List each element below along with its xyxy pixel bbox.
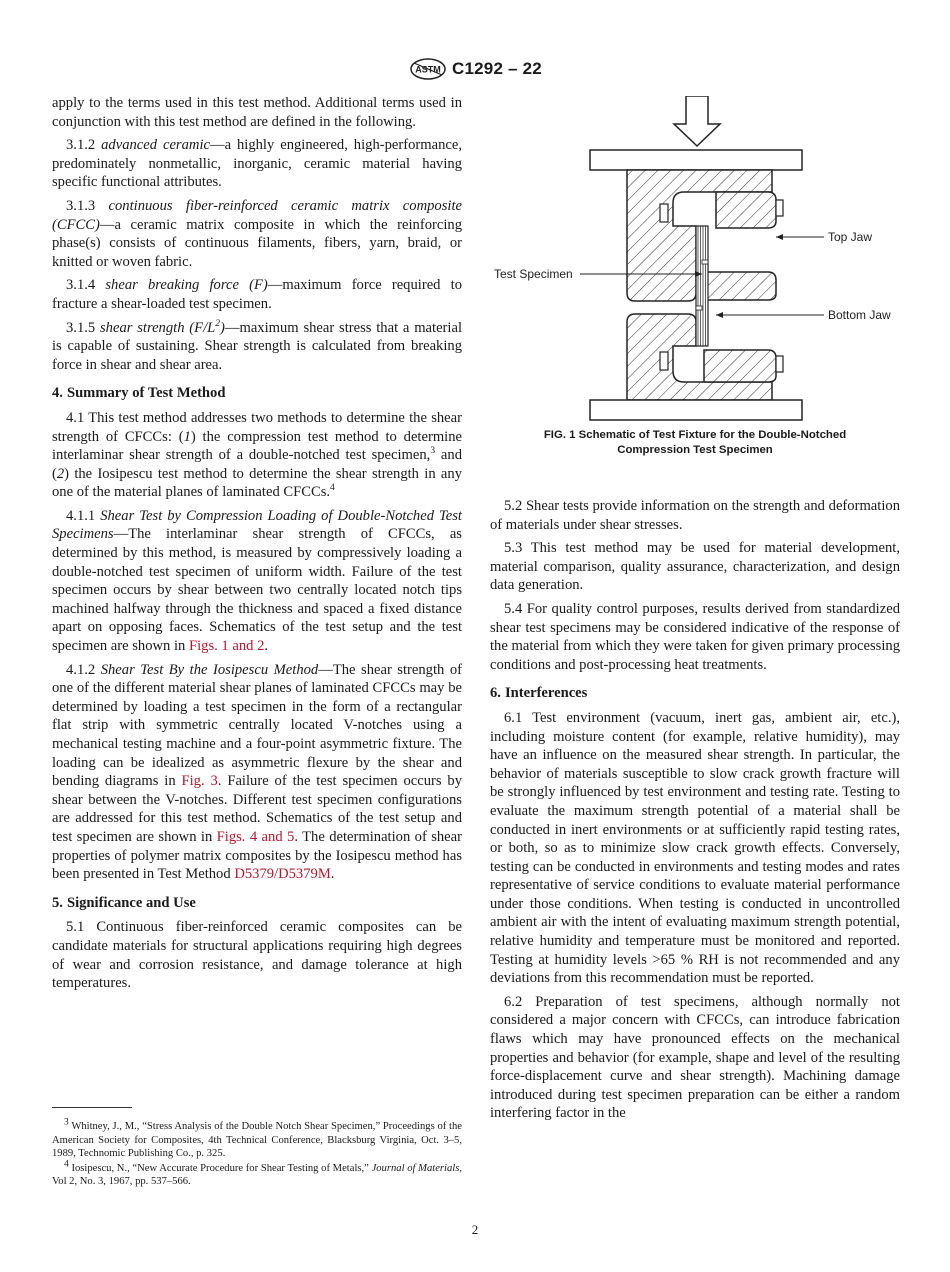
footnotes bbox=[52, 1107, 462, 1190]
link-d5379[interactable]: D5379/D5379M bbox=[234, 866, 331, 883]
paragraph-5-4: 5.4 For quality control purposes, results derived from standardized shear test specimens may be considered indicative of the response of the material from which they were taken for given primary processing conditions and post-processing heat treatments. bbox=[490, 600, 900, 673]
paragraph-4-1: 4.1 This test method addresses two methods to determine the shear strength of CFCCs: (1) the compression test method to determine interlaminar shear strength of a double-notched test specimen,$^3$ and (2) the Iosipescu test method to determine the shear strength in any one of the material planes of laminated CFCCs.$^4$ bbox=[52, 409, 462, 501]
section-heading-6: 6. Interferences bbox=[490, 685, 588, 702]
screw-top-right bbox=[776, 200, 783, 216]
standard-designation: C1292 – 22 bbox=[452, 59, 542, 78]
link-figs-1-2[interactable]: Figs. 1 and 2 bbox=[188, 638, 265, 655]
test-specimen bbox=[696, 226, 708, 346]
paragraph-intro: apply to the terms used in this test method. Additional terms used in conjunction with this test method are defined in the following. bbox=[52, 95, 462, 130]
label-bottom-jaw: Bottom Jaw bbox=[828, 308, 891, 322]
definition-3-1-2: 3.1.2 advanced ceramic—a highly engineered, high-performance, predominately nonmetallic, inorganic, ceramic material having specific functional attributes. bbox=[52, 137, 462, 191]
label-test-specimen: Test Specimen bbox=[494, 267, 573, 281]
bottom-jaw-clamp-lower bbox=[704, 350, 776, 382]
paragraph-5-1: 5.1 Continuous fiber-reinforced ceramic composites can be candidate materials for structural applications requiring high degrees of wear and corrosion resistance, and damage tolerance at high temperatures. bbox=[52, 919, 462, 992]
definition-3-1-4: 3.1.4 shear breaking force (F)—maximum force required to fracture a shear-loaded test specimen. bbox=[52, 277, 462, 312]
specimen-notch-bottom bbox=[696, 306, 702, 310]
screw-bottom-right bbox=[776, 356, 783, 372]
leader-bottom-jaw-arrow-icon bbox=[716, 312, 723, 318]
bottom-platen bbox=[590, 400, 802, 420]
paragraph-5-3: 5.3 This test method may be used for material development, material comparison, quality assurance, characterization, and design data generation. bbox=[490, 540, 900, 594]
screw-bottom-left bbox=[660, 352, 668, 370]
figure-1-caption: FIG. 1 Schematic of Test Fixture for the Double-Notched Compression Test Specimen bbox=[543, 429, 847, 456]
left-column bbox=[52, 94, 462, 998]
footnote-3: $^3$ Whitney, J., M., “Stress Analysis of the Double Notch Shear Specimen,” Proceedings of the American Society for Composites, 4th Technical Conference, Blacksburg Virginia, Oct. 3–5, 1989, Technomic Publishing Co., p. 325. bbox=[52, 1117, 462, 1160]
paragraph-4-1-1: 4.1.1 Shear Test by Compression Loading of Double-Notched Test Specimens—The interlaminar shear strength of CFCCs, as determined by this method, is measured by compressively loading a double-notched test specimen of uniform width. Failure of the test specimen occurs by shear between two centrally located notch tips machined halfway through the thickness and spaced a fixed distance apart on opposing faces. Schematics of the test setup and the test specimen are shown in Figs. 1 and 2. bbox=[52, 507, 462, 655]
label-top-jaw: Top Jaw bbox=[828, 230, 873, 244]
page-header bbox=[0, 58, 950, 80]
paragraph-6-2: 6.2 Preparation of test specimens, although normally not considered a major concern with CFCCs, can introduce fabrication flaws which may have pronounced effects on the mechanical properties and behavior (for example, shape and level of the resulting force-displacement curve and shear strength). Machining damage introduced during test specimen preparation can be either a random interfering factor in the bbox=[490, 993, 900, 1122]
definition-3-1-3: 3.1.3 continuous fiber-reinforced ceramic matrix composite (CFCC)—a ceramic matrix composite in which the reinforcing phase(s) consists of continuous filaments, fibers, yarn, braid, or knitted or woven fabric. bbox=[52, 197, 462, 270]
footnote-ref-4: 4 bbox=[330, 483, 335, 494]
paragraph-4-1-2: 4.1.2 Shear Test By the Iosipescu Method—The shear strength of one of the different material shear planes of laminated CFCCs may be determined by loading a test specimen in the form of a rectangular flat strip with symmetric centrally located V-notches using a mechanical testing machine and a four-point asymmetric fixture. The loading can be idealized as asymmetric flexure by the shear and bending diagrams in Fig. 3. Failure of the test specimen occurs by shear between the V-notches. Different test specimen configurations are addressed for this test method. Schematics of the test setup and test specimen are shown in Figs. 4 and 5. The determination of shear properties of polymer matrix composites by the Iosipescu method has been presented in Test Method D5379/D5379M. bbox=[52, 661, 463, 883]
logo-text: ASTM bbox=[415, 64, 441, 75]
top-jaw-clamp bbox=[716, 192, 776, 228]
paragraph-6-1: 6.1 Test environment (vacuum, inert gas, ambient air, etc.), including moisture content (for example, relative humidity), may have an influence on the measured shear strength. In particular, the behavior of materials susceptible to slow crack growth fracture will be strongly influenced by test environment and testing rate. Testing to evaluate the maximum strength potential of a material shall be conducted in inert environments or at sufficiently rapid testing rates, or both, so as to minimize slow crack growth effects. Conversely, testing can be conducted in environments and testing modes and rates representative of service conditions to evaluate material performance under those conditions. When testing is conducted in uncontrolled ambient air with the intent of evaluating maximum strength potential, relative humidity and temperature must be monitored and reported. Testing at humidity levels >65 % RH is not recommended and any deviations from this recommendation must be reported. bbox=[490, 709, 900, 987]
link-figs-4-5[interactable]: Figs. 4 and 5 bbox=[216, 828, 295, 845]
screw-top-left bbox=[660, 204, 668, 222]
section-heading-4: 4. Summary of Test Method bbox=[52, 385, 226, 402]
section-heading-5: 5. Significance and Use bbox=[52, 894, 196, 911]
footnote-4: $^4$ Iosipescu, N., “New Accurate Procedure for Shear Testing of Metals,” Journal of Materials, Vol 2, No. 3, 1967, pp. 537–566. bbox=[52, 1159, 462, 1188]
definition-3-1-5: 3.1.5 shear strength $(F/L^2)—maximum$ shear stress that a material is capable of sustaining. Shear strength is calculated from breaking force in shear and shear area. bbox=[52, 318, 463, 373]
right-column bbox=[490, 497, 900, 1128]
specimen-notch-top bbox=[702, 260, 708, 264]
footnote-rule bbox=[52, 1107, 132, 1108]
page-number: 2 bbox=[471, 1222, 479, 1237]
bottom-jaw-clamp bbox=[704, 272, 776, 300]
astm-logo-icon bbox=[410, 58, 446, 80]
link-fig-3[interactable]: Fig. 3 bbox=[181, 773, 218, 790]
leader-top-jaw-arrow-icon bbox=[776, 234, 783, 240]
footnote-ref-3: 3 bbox=[430, 446, 436, 457]
figure-1-test-fixture bbox=[490, 96, 900, 426]
paragraph-5-2: 5.2 Shear tests provide information on the strength and deformation of materials under shear stresses. bbox=[490, 498, 900, 533]
load-arrow-icon bbox=[674, 96, 720, 146]
top-platen bbox=[590, 150, 802, 170]
